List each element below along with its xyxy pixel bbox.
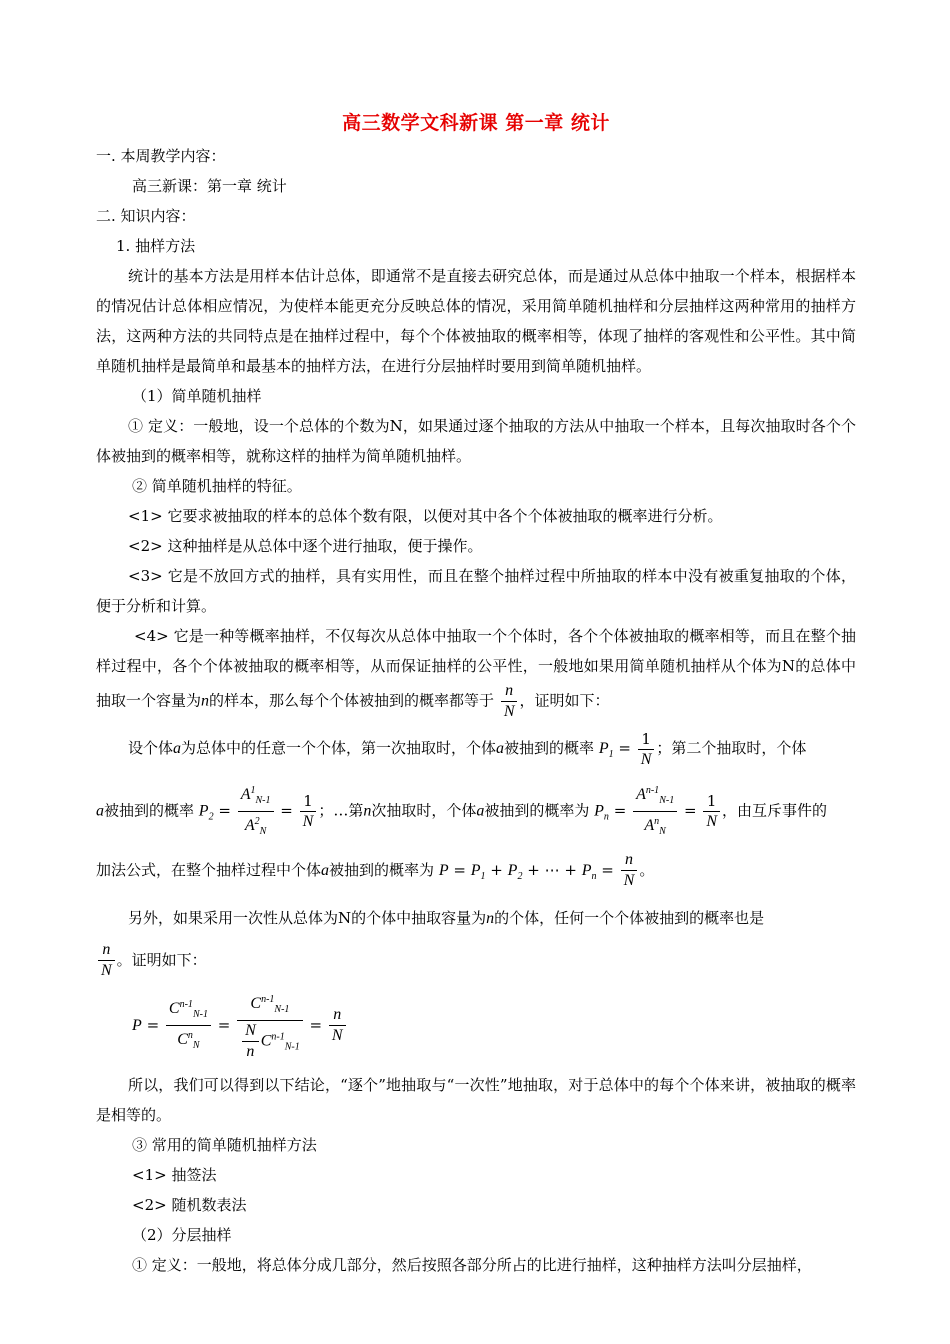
fraction-numerator: n (501, 681, 518, 702)
math-equals: = (618, 739, 631, 757)
proof-line-3 (96, 844, 856, 903)
fraction-1-over-N (300, 791, 317, 832)
proof-text: 设个体 (128, 739, 174, 757)
math-subscript: N (659, 826, 666, 837)
fraction-denominator (238, 812, 274, 842)
heading-simple-random-sampling: （1）简单随机抽样 (132, 387, 262, 405)
math-P: P (581, 861, 592, 879)
fraction-numerator: n (329, 1005, 346, 1026)
proof-text: 。 (639, 860, 655, 879)
fraction-numerator: n (621, 850, 638, 871)
fraction-numerator: 1 (300, 791, 317, 812)
section-2-heading: 二. 知识内容： (96, 207, 196, 225)
paragraph-one-time-sampling (96, 903, 856, 934)
feature-4-text-a: <4> 它是一种等概率抽样，不仅每次从总体中抽取一个个体时，各个个体被抽取的概率相等，而且在整个抽样过程中，各个个体被抽取的概率相等，从而保证抽样的公平性，一般地如果用简单随机抽样从个体为N的总体中抽取一个容量为 (96, 627, 856, 710)
math-n: n (201, 692, 210, 710)
math-a: a (173, 740, 182, 757)
definition-stratified: ① 定义：一般地，将总体分成几部分，然后按照各部分所占的比进行抽样，这种抽样方法叫分层抽样， (132, 1255, 812, 1274)
math-A: A (244, 817, 255, 834)
fraction-denominator: N (101, 962, 112, 979)
fraction-n-over-N (98, 940, 115, 981)
math-subscript: N-1 (284, 1041, 300, 1052)
math-superscript: n (187, 1030, 193, 1041)
math-equals: = (217, 1015, 231, 1034)
math-a: a (321, 861, 330, 879)
math-A: A (636, 786, 646, 803)
feature-2: <2> 这种抽样是从总体中逐个进行抽取，便于操作。 (128, 537, 483, 555)
paragraph-text: 。证明如下： (116, 950, 207, 969)
math-subscript: N-1 (192, 1009, 208, 1020)
section-1-content: 高三新课：第一章 统计 (132, 177, 287, 195)
feature-4-text-c: ，证明如下： (519, 691, 610, 710)
proof-line-1 (96, 722, 856, 781)
method-random-number-table: <2> 随机数表法 (132, 1195, 247, 1214)
methods-heading: ③ 常用的简单随机抽样方法 (132, 1135, 317, 1154)
math-subscript: N-1 (255, 795, 271, 806)
fraction-denominator (237, 1021, 303, 1062)
fraction-denominator: N (302, 813, 314, 830)
math-P: P (507, 861, 518, 879)
math-subscript: N-1 (274, 1003, 290, 1015)
proof-text: 被抽到的概率为 (329, 860, 435, 879)
math-P: P (132, 1016, 142, 1034)
fraction-n-over-N (621, 850, 638, 891)
fraction-denominator: N (331, 1027, 343, 1044)
fraction-numerator (237, 990, 303, 1021)
math-a: a (96, 802, 104, 820)
fraction-N-over-n (242, 1021, 259, 1062)
math-equals: = (613, 801, 627, 820)
proof-text: 次抽取时，个体 (371, 801, 477, 820)
fraction-A-ratio-2 (238, 781, 274, 842)
document-page (96, 108, 856, 1280)
math-plus: + (564, 860, 577, 879)
math-P: P (438, 861, 449, 879)
math-a: a (476, 802, 485, 820)
math-dots: ⋯ (544, 860, 560, 879)
proof-text: 被抽到的概率 (504, 739, 595, 757)
math-P: P (198, 802, 209, 820)
paragraph-conclusion: 所以，我们可以得到以下结论，“逐个”地抽取与“一次性”地抽取，对于总体中的每个个体来讲，被抽取的概率是相等的。 (96, 1075, 856, 1124)
fraction-1-over-N (638, 729, 655, 770)
math-equals: = (280, 801, 293, 820)
fraction-denominator: n (246, 1042, 255, 1060)
math-subscript: 1 (608, 749, 614, 760)
math-superscript: n-1 (179, 999, 193, 1010)
math-n: n (486, 909, 495, 927)
math-C: C (168, 1000, 180, 1017)
feature-4 (96, 621, 856, 722)
proof-text: ，由互斥事件的 (722, 801, 828, 820)
math-plus: + (490, 860, 503, 879)
fraction-denominator: N (503, 703, 515, 720)
fraction-denominator: N (706, 813, 717, 830)
fraction-C-ratio (166, 995, 211, 1056)
math-A: A (240, 786, 251, 803)
combination-equation (132, 990, 856, 1062)
feature-4-text-b: 的样本，那么每个个体被抽到的概率都等于 (209, 691, 495, 710)
math-a: a (496, 740, 505, 757)
heading-stratified-sampling: （2）分层抽样 (132, 1225, 232, 1244)
paragraph-intro: 统计的基本方法是用样本估计总体，即通常不是直接去研究总体，而是通过从总体中抽取一个样本，根据样本的情况估计总体相应情况，为使样本能更充分反映总体的情况，采用简单随机抽样和分层抽样这两种常用的抽样方法，这两种方法的共同特点是在抽样过程中，每个个体被抽取的概率相等，体现了抽样的客观性和公平性。其中简单随机抽样是最简单和最基本的抽样方法，在进行分层抽样时要用到简单随机抽样。 (96, 267, 856, 375)
feature-3: <3> 它是不放回方式的抽样，具有实用性，而且在整个抽样过程中所抽取的样本中没有被重复抽取的个体，便于分析和计算。 (96, 567, 856, 615)
paragraph-text: 的个体，任何一个个体被抽到的概率也是 (494, 908, 765, 927)
fraction-numerator (166, 995, 211, 1026)
math-subscript: n (591, 870, 597, 882)
fraction-1-over-N (703, 791, 720, 832)
fraction-denominator (166, 1026, 211, 1056)
math-superscript: n-1 (645, 785, 660, 796)
fraction-n-over-N (329, 1005, 346, 1046)
proof-text: 被抽到的概率 (104, 801, 195, 820)
fraction-denominator (633, 812, 677, 842)
math-equals: = (218, 801, 231, 820)
math-superscript: n-1 (271, 1031, 285, 1042)
paragraph-text: 另外，如果采用一次性从总体为N的个体中抽取容量为 (128, 908, 487, 927)
math-subscript: N (192, 1040, 200, 1051)
proof-text: ；第二个抽取时，个体 (656, 739, 807, 757)
fraction-numerator: 1 (638, 729, 655, 750)
math-A: A (644, 817, 655, 834)
math-P: P (594, 802, 604, 820)
math-C: C (177, 1031, 188, 1048)
math-C: C (250, 994, 262, 1012)
math-equals: = (146, 1015, 160, 1034)
fraction-numerator (238, 781, 274, 812)
proof-text: 加法公式，在整个抽样过程中个体 (96, 860, 322, 879)
proof-line-2 (96, 781, 856, 844)
fraction-numerator: N (242, 1021, 259, 1042)
document-title: 高三数学文科新课 第一章 统计 (342, 112, 610, 134)
math-equals: = (683, 801, 697, 820)
proof-text: 被抽到的概率为 (484, 801, 590, 820)
math-C: C (260, 1032, 272, 1049)
fraction-numerator: 1 (703, 791, 720, 812)
method-lottery: <1> 抽签法 (132, 1165, 217, 1184)
math-P: P (470, 861, 481, 879)
definition-simple-random: ① 定义：一般地，设一个总体的个数为N，如果通过逐个抽取的方法从中抽取一个样本，且每次抽取时各个个体被抽到的概率相等，就称这样的抽样为简单随机抽样。 (96, 417, 856, 465)
math-subscript: n (603, 811, 609, 823)
fraction-n-over-N (501, 681, 518, 722)
math-equals: = (601, 860, 614, 879)
features-heading: ② 简单随机抽样的特征。 (132, 477, 302, 495)
math-equals: = (309, 1015, 323, 1034)
math-n: n (363, 802, 372, 820)
paragraph-one-time-sampling-cont (96, 934, 856, 986)
math-superscript: n-1 (261, 993, 275, 1005)
fraction-denominator: N (640, 750, 652, 768)
math-P: P (598, 740, 609, 757)
math-equals: = (453, 860, 466, 879)
math-subscript: N (259, 826, 267, 837)
subsection-sampling-methods: 1. 抽样方法 (116, 237, 196, 255)
fraction-A-ratio-n (633, 781, 677, 842)
math-subscript: 2 (517, 870, 523, 882)
fraction-numerator (633, 781, 677, 812)
math-subscript: N-1 (659, 795, 675, 806)
math-superscript: n (654, 816, 660, 827)
proof-text: 为总体中的任意一个个体，第一次抽取时，个体 (181, 739, 497, 757)
fraction-denominator: N (623, 872, 635, 889)
math-subscript: 1 (480, 870, 486, 882)
section-1-heading: 一. 本周教学内容： (96, 147, 226, 165)
math-subscript: 2 (208, 811, 214, 823)
feature-1: <1> 它要求被抽取的样本的总体个数有限，以便对其中各个个体被抽取的概率进行分析。 (128, 507, 723, 525)
math-plus: + (527, 860, 540, 879)
fraction-numerator: n (98, 940, 115, 961)
math-superscript: 1 (250, 785, 256, 796)
math-superscript: 2 (254, 816, 260, 827)
fraction-C-ratio-expanded (237, 990, 303, 1062)
proof-text: ；…第 (318, 801, 364, 820)
